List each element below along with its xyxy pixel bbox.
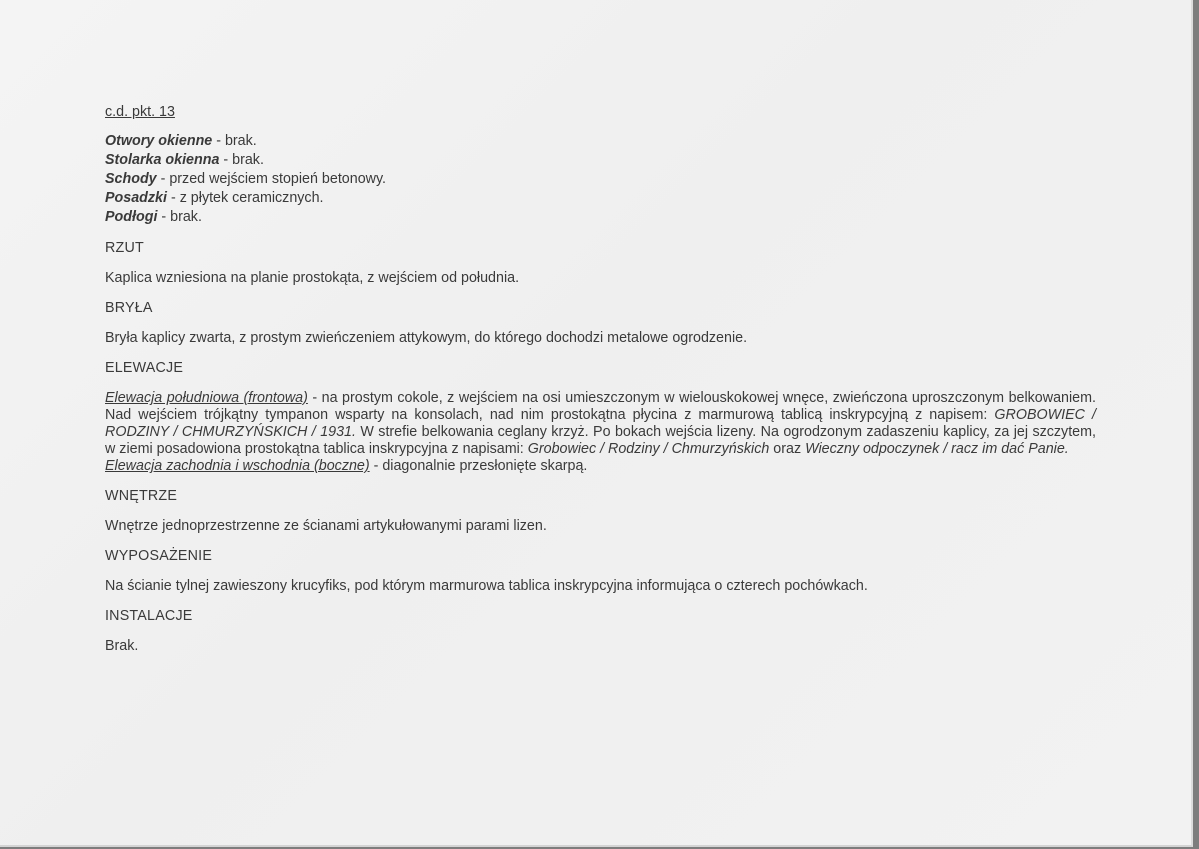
section-text-rzut: Kaplica wzniesiona na planie prostokąta, z wejściem od południa. [105,270,520,286]
property-row: Posadzki - z płytek ceramicznych. [105,190,324,206]
elevation-west-east-label: Elewacja zachodnia i wschodnia (boczne) [105,458,370,474]
section-text-wyposazenie: Na ścianie tylnej zawieszony krucyfiks, pod którym marmurowa tablica inskrypcyjna informująca o czterech pochówkach. [105,578,868,594]
document-body [105,104,1096,655]
properties-list [105,132,1096,227]
elevation-south-label: Elewacja południowa (frontowa) [105,390,308,406]
section-heading-elewacje: ELEWACJE [105,360,184,376]
section-heading-bryla: BRYŁA [105,300,153,316]
section-text-bryla: Bryła kaplicy zwarta, z prostym zwieńczeniem attykowym, do którego dochodzi metalowe ogrodzenie. [105,330,748,346]
page-reference: c.d. pkt. 13 [105,104,175,120]
property-row: Podłogi - brak. [105,209,202,225]
section-heading-rzut: RZUT [105,240,144,256]
section-text-instalacje: Brak. [105,638,139,654]
section-heading-wyposazenie: WYPOSAŻENIE [105,548,213,564]
section-heading-instalacje: INSTALACJE [105,608,193,624]
property-row: Otwory okienne - brak. [105,133,257,149]
section-heading-wnetrze: WNĘTRZE [105,488,178,504]
property-row: Schody - przed wejściem stopień betonowy. [105,171,387,187]
property-row: Stolarka okienna - brak. [105,152,264,168]
section-text-wnetrze: Wnętrze jednoprzestrzenne ze ścianami artykułowanymi parami lizen. [105,518,547,534]
section-text-elewacje: Elewacja południowa (frontowa) - na prostym cokole, z wejściem na osi umieszczonym w wielouskokowej wnęce, zwieńczona uproszczonym belkowaniem. Nad wejściem trójkątny tympanon wsparty na konsolach, nad nim prostokątna płycina z marmurową tablicą inskrypcyjną z napisem: GROBOWIEC / RODZINY / CHMURZYŃSKICH / 1931. W strefie belkowania ceglany krzyż. Po bokach wejścia lizeny. Na ogrodzonym zadaszeniu kaplicy, za jej szczytem, w ziemi posadowiona prostokątna tablica inskrypcyjna z napisami: Grobowiec / Rodziny / Chmurzyńskich oraz Wieczny odpoczynek / racz im dać Panie. Elewacja zachodnia i wschodnia (boczne) - diagonalnie przesłonięte skarpą. [105,390,1096,474]
